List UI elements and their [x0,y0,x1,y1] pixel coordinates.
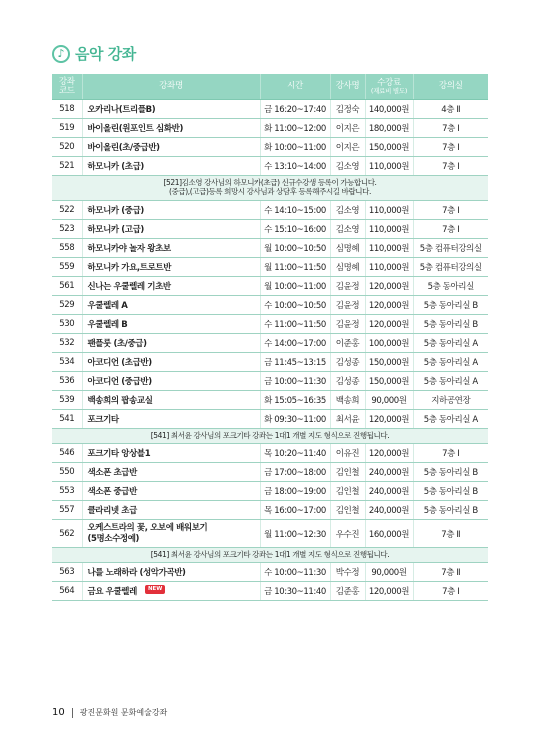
course-room: 지하공연장 [413,391,488,410]
header-instructor: 강사명 [330,74,365,100]
table-row [52,119,488,138]
course-room: 7층 Ⅱ [413,520,488,548]
course-code: 539 [52,391,82,410]
course-name [82,410,260,429]
music-note-icon: ♪ [52,45,70,63]
course-room: 5층 동아리실 B [413,315,488,334]
table-row [52,157,488,176]
course-room: 5층 동아리실 A [413,372,488,391]
course-room: 7층 Ⅰ [413,119,488,138]
course-name [82,277,260,296]
course-name [82,100,260,119]
course-instructor: 김정숙 [330,100,365,119]
course-instructor: 최서윤 [330,410,365,429]
footer-divider [72,708,73,718]
course-name [82,296,260,315]
course-room: 7층 Ⅰ [413,220,488,239]
course-name [82,444,260,463]
table-row [52,296,488,315]
course-instructor: 심명혜 [330,239,365,258]
course-instructor: 김성종 [330,353,365,372]
course-time: 금 10:30~11:40 [260,582,330,601]
course-fee: 180,000원 [365,119,413,138]
course-instructor: 김윤정 [330,296,365,315]
course-code: 521 [52,157,82,176]
course-time: 월 10:00~10:50 [260,239,330,258]
course-fee: 150,000원 [365,138,413,157]
course-code: 522 [52,201,82,220]
course-time: 수 10:00~11:30 [260,563,330,582]
course-time: 화 15:05~16:35 [260,391,330,410]
course-room: 7층 Ⅰ [413,201,488,220]
course-instructor: 김성종 [330,372,365,391]
notice-text: [541] 최서윤 강사님의 포크기타 강좌는 1대1 개별 지도 형식으로 진행됩니다. [52,429,488,444]
course-name [82,315,260,334]
table-row [52,138,488,157]
course-name [82,138,260,157]
notice-text: [521]김소영 강사님의 하모니카(초급) 신규수강생 등록이 가능합니다. (중급),(고급)등록 희망시 강사님과 상담후 등록해주시길 바랍니다. [52,176,488,201]
table-row [52,334,488,353]
course-name-text: 하모니카 (중급) [87,206,144,216]
course-instructor: 이지은 [330,119,365,138]
table-header-row [52,74,488,100]
course-code: 550 [52,463,82,482]
course-name-text: 백송희의 팝송교실 [87,396,153,406]
course-code: 519 [52,119,82,138]
course-time: 금 18:00~19:00 [260,482,330,501]
course-code: 520 [52,138,82,157]
notice-row [52,429,488,444]
page-number: 10 [52,707,65,718]
table-row [52,220,488,239]
table-row [52,410,488,429]
course-fee: 120,000원 [365,410,413,429]
course-time: 수 14:00~17:00 [260,334,330,353]
course-code: 559 [52,258,82,277]
course-fee: 150,000원 [365,372,413,391]
course-fee: 110,000원 [365,157,413,176]
course-fee: 110,000원 [365,258,413,277]
course-code: 546 [52,444,82,463]
course-instructor: 이준홍 [330,334,365,353]
course-room: 5층 동아리실 A [413,334,488,353]
course-instructor: 김윤정 [330,277,365,296]
course-time: 수 14:10~15:00 [260,201,330,220]
course-code: 530 [52,315,82,334]
course-room: 4층 Ⅱ [413,100,488,119]
course-name-text: 바이올린(초/중급반) [87,143,160,153]
course-name-text: 포크기타 [87,415,119,425]
course-room: 5층 컴퓨터강의실 [413,239,488,258]
course-name [82,563,260,582]
course-name-text: 하모니카 (초급) [87,162,144,172]
course-name [82,220,260,239]
course-room: 5층 동아리실 A [413,353,488,372]
header-time: 시간 [260,74,330,100]
course-code: 529 [52,296,82,315]
course-name-text: 신나는 우쿨렐레 기초반 [87,282,171,292]
course-room: 5층 동아리실 B [413,296,488,315]
course-time: 화 11:00~12:00 [260,119,330,138]
course-instructor: 이유진 [330,444,365,463]
section-title [52,43,136,64]
table-row [52,444,488,463]
course-fee: 110,000원 [365,220,413,239]
course-name [82,239,260,258]
course-time: 월 11:00~11:50 [260,258,330,277]
table-row [52,582,488,601]
course-code: 564 [52,582,82,601]
course-room: 7층 Ⅰ [413,157,488,176]
course-name-text: 아코디언 (초급반) [87,358,152,368]
page-footer [52,707,167,718]
course-fee: 110,000원 [365,201,413,220]
course-fee: 100,000원 [365,334,413,353]
course-name [82,391,260,410]
course-room: 5층 컴퓨터강의실 [413,258,488,277]
course-name-text: 아코디언 (중급반) [87,377,152,387]
course-fee: 240,000원 [365,482,413,501]
course-instructor: 김인철 [330,501,365,520]
notice-row [52,548,488,563]
course-fee: 120,000원 [365,296,413,315]
course-name-text: 하모니카야 놀자 왕초보 [87,244,171,254]
course-name-text: 오카리나(트리플B) [87,105,156,115]
table-body [52,100,488,601]
course-instructor: 김준홍 [330,582,365,601]
course-name-text: 우쿨렐레 A [87,301,128,311]
header-code: 강좌 코드 [52,74,82,100]
table-row [52,315,488,334]
course-fee: 90,000원 [365,391,413,410]
header-fee [365,74,413,100]
course-fee: 240,000원 [365,501,413,520]
course-instructor: 김인철 [330,463,365,482]
course-time: 월 11:00~12:30 [260,520,330,548]
course-room: 7층 Ⅰ [413,138,488,157]
course-code: 518 [52,100,82,119]
course-name [82,353,260,372]
course-time: 월 10:00~11:00 [260,277,330,296]
course-time: 금 17:00~18:00 [260,463,330,482]
course-fee: 120,000원 [365,444,413,463]
course-code: 541 [52,410,82,429]
course-time: 금 10:00~11:30 [260,372,330,391]
course-name [82,372,260,391]
course-code: 532 [52,334,82,353]
header-room: 강의실 [413,74,488,100]
course-code: 558 [52,239,82,258]
course-instructor: 이지은 [330,138,365,157]
course-time: 금 16:20~17:40 [260,100,330,119]
course-name-text: 바이올린(원포인트 심화반) [87,124,183,134]
course-code: 534 [52,353,82,372]
course-code: 562 [52,520,82,548]
course-time: 수 13:10~14:00 [260,157,330,176]
publication-name: 광진문화원 문화예술강좌 [79,708,168,717]
table-row [52,201,488,220]
course-name-text: 포크기타 앙상블1 [87,449,151,459]
course-name [82,482,260,501]
table-row [52,372,488,391]
course-instructor: 김윤정 [330,315,365,334]
course-instructor: 심명혜 [330,258,365,277]
page-title: 음악 강좌 [75,45,136,63]
header-fee-sub: (재료비 별도) [370,86,408,95]
course-instructor: 김소영 [330,201,365,220]
course-room: 5층 동아리실 [413,277,488,296]
course-name-text: 색소폰 초급반 [87,468,137,478]
table-row [52,391,488,410]
table-row [52,258,488,277]
course-time: 수 10:00~10:50 [260,296,330,315]
course-name-text: 금요 우쿨렐레 [87,587,137,597]
course-instructor: 박수정 [330,563,365,582]
course-instructor: 김소영 [330,157,365,176]
course-name-text: 나를 노래하라 (성악가곡반) [87,568,186,578]
course-instructor: 김소영 [330,220,365,239]
course-instructor: 우수진 [330,520,365,548]
course-name [82,501,260,520]
table-row [52,239,488,258]
course-time: 목 10:20~11:40 [260,444,330,463]
notice-row [52,176,488,201]
header-name: 강좌명 [82,74,260,100]
course-name-text: 하모니카 (고급) [87,225,144,235]
course-time: 금 11:45~13:15 [260,353,330,372]
course-code: 561 [52,277,82,296]
course-name [82,258,260,277]
table-row [52,463,488,482]
course-name-text: 색소폰 중급반 [87,487,137,497]
course-code: 553 [52,482,82,501]
course-instructor: 김인철 [330,482,365,501]
course-fee: 140,000원 [365,100,413,119]
course-fee: 150,000원 [365,353,413,372]
course-room: 5층 동아리실 A [413,410,488,429]
course-name-text: 오케스트라의 꽃, 오보에 배워보기 (5명소수정예) [87,523,208,544]
course-table [52,74,488,601]
course-name-text: 하모니카 가요,트로트반 [87,263,171,273]
course-name [82,157,260,176]
notice-text: [541] 최서윤 강사님의 포크기타 강좌는 1대1 개별 지도 형식으로 진행됩니다. [52,548,488,563]
table-row [52,520,488,548]
course-room: 7층 Ⅰ [413,444,488,463]
course-fee: 160,000원 [365,520,413,548]
course-time: 화 09:30~11:00 [260,410,330,429]
course-code: 557 [52,501,82,520]
table-row [52,353,488,372]
course-room: 5층 동아리실 B [413,501,488,520]
course-time: 화 10:00~11:00 [260,138,330,157]
course-code: 523 [52,220,82,239]
course-fee: 120,000원 [365,277,413,296]
course-fee: 110,000원 [365,239,413,258]
course-fee: 120,000원 [365,582,413,601]
course-name [82,334,260,353]
course-name-text: 팬플룻 (초/중급) [87,339,147,349]
table-row [52,482,488,501]
course-name [82,119,260,138]
course-name [82,582,260,601]
table-row [52,100,488,119]
table-row [52,277,488,296]
course-time: 수 15:10~16:00 [260,220,330,239]
course-time: 수 11:00~11:50 [260,315,330,334]
course-room: 7층 Ⅰ [413,582,488,601]
course-name-text: 우쿨렐레 B [87,320,128,330]
course-fee: 120,000원 [365,315,413,334]
table-row [52,563,488,582]
course-name [82,463,260,482]
course-fee: 90,000원 [365,563,413,582]
course-code: 536 [52,372,82,391]
course-name-text: 클라리넷 초급 [87,506,137,516]
course-name [82,520,260,548]
course-room: 7층 Ⅱ [413,563,488,582]
table-row [52,501,488,520]
course-name [82,201,260,220]
course-code: 563 [52,563,82,582]
course-instructor: 백송희 [330,391,365,410]
course-time: 목 16:00~17:00 [260,501,330,520]
header-fee-main: 수강료 [377,77,401,88]
course-room: 5층 동아리실 B [413,463,488,482]
new-badge: NEW [145,585,165,594]
course-fee: 240,000원 [365,463,413,482]
course-room: 5층 동아리실 B [413,482,488,501]
